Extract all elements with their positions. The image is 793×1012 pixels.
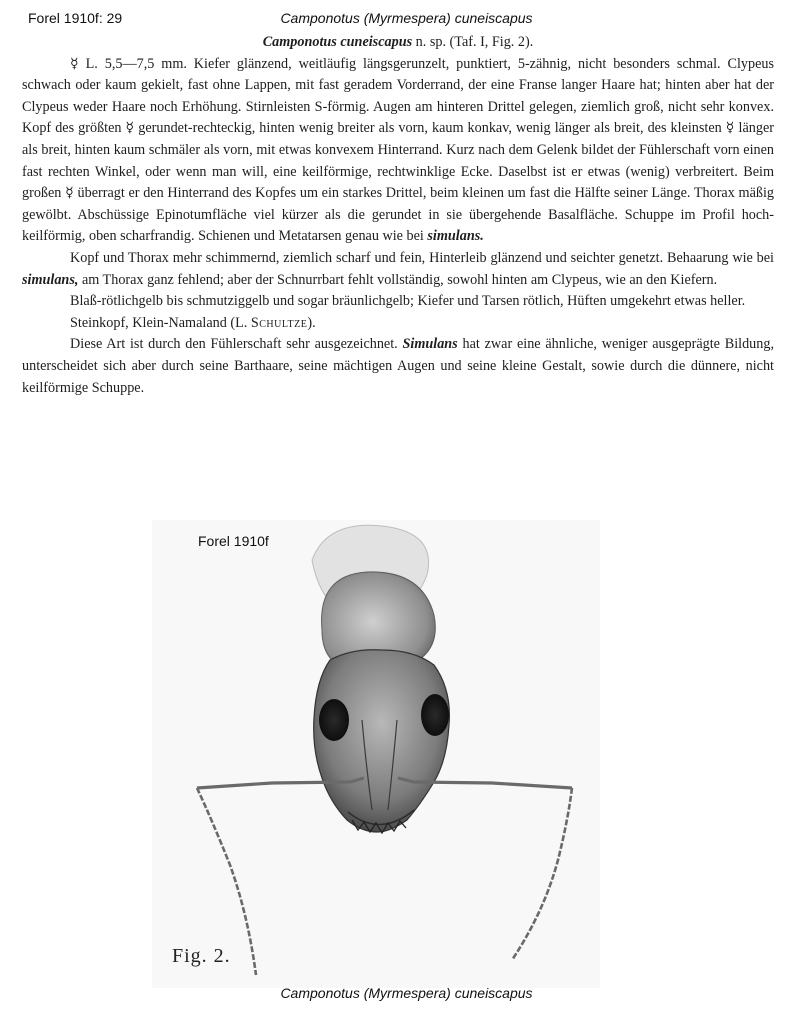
article-body [22, 32, 774, 399]
source-reference: Forel 1910f: 29 [28, 10, 123, 26]
ant-head-drawing [152, 520, 600, 988]
title-species: Camponotus cuneiscapus [262, 34, 413, 50]
paragraph-text: Steinkopf, Klein-Namaland (L. [70, 314, 248, 331]
paragraph-locality [22, 313, 774, 335]
left-eye-shape [319, 699, 349, 741]
species-reference: simulans, [22, 271, 79, 288]
ant-head-figure [152, 520, 600, 988]
title-rest: n. sp. (Taf. I, Fig. 2). [415, 34, 534, 50]
collector-name: Schultze [250, 314, 308, 331]
paragraph-text: ). [307, 314, 316, 331]
paragraph-remarks [22, 334, 774, 399]
paragraph-text: hat zwar eine ähnliche, weniger ausgeprägte Bildung, unterscheidet sich aber durch seine Barthaare, seine mächtigen Augen und seine kleine Gestalt, sowie durch die dünnere, nicht keilförmige Schuppe. [22, 336, 774, 396]
paragraph-text: Diese Art ist durch den Fühlerschaft sehr ausgezeichnet. [70, 336, 398, 353]
figure-caption: Camponotus (Myrmespera) cuneiscapus [280, 985, 533, 1001]
paragraph-color [22, 291, 774, 313]
paragraph-sculpture [22, 248, 774, 291]
figure-number: Fig. 2. [172, 945, 231, 967]
species-reference: Simulans [402, 336, 458, 353]
paragraph-description [22, 54, 774, 248]
article-title [22, 32, 774, 54]
species-reference: simulans. [427, 228, 484, 245]
paragraph-text: Kopf und Thorax mehr schimmernd, ziemlich scharf und fein, Hinterleib glänzend und seichter genetzt. Behaarung wie bei [70, 249, 774, 266]
paragraph-text: Blaß-rötlichgelb bis schmutziggelb und sogar bräunlichgelb; Kiefer und Tarsen rötlich, Hüften umgekehrt etwas heller. [70, 293, 746, 310]
running-title: Camponotus (Myrmespera) cuneiscapus [280, 10, 533, 26]
right-eye-shape [421, 694, 449, 736]
figure-source-label: Forel 1910f [198, 533, 269, 549]
paragraph-text: ☿ L. 5,5—7,5 mm. Kiefer glänzend, weitläufig längsgerunzelt, punktiert, 5-zähnig, nicht besonders schmal. Clypeus schwach oder kaum gekielt, fast ohne Lappen, mit fast geradem Vorderrand, der eine Franse langer Haare hat; hinten aber hat der Clypeus weder Haare noch Erhöhung. Stirnleisten S-förmig. Augen am hinteren Drittel gelegen, ziemlich groß, nicht sehr konvex. Kopf des größten ☿ gerundet-rechteckig, hinten wenig breiter als vorn, kaum konkav, wenig länger als breit, des kleinsten ☿ länger als breit, hinten kaum schmäler als vorn, mit etwas konvexem Hinterrand. Kurz nach dem Gelenk bildet der Fühlerschaft vorn einen fast rechten Winkel, oder wenn man will, eine keilförmige, rechtwinklige Ecke. Daselbst ist er etwas (wenig) verbreitert. Beim großen ☿ überragt er den Hinterrand des Kopfes um ein starkes Drittel, beim kleinen um fast die Hälfte seiner Länge. Thorax mäßig gewölbt. Abschüssige Epinotumfläche viel kürzer als die gerundet in sie übergehende Basalfläche. Schuppe im Profil hoch-keilförmig, oben scharfrandig. Schienen und Metatarsen genau wie bei [22, 55, 774, 245]
paragraph-text: am Thorax ganz fehlend; aber der Schnurrbart fehlt vollständig, sowohl hinten am Clypeus, wie an den Kiefern. [81, 271, 718, 288]
